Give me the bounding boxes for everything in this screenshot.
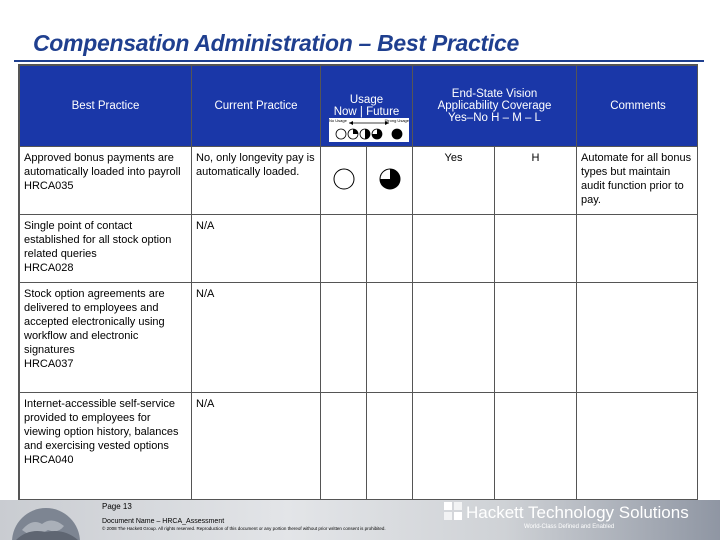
usage-now-cell bbox=[321, 215, 367, 283]
usage-now-cell bbox=[321, 147, 367, 215]
title-rule bbox=[14, 60, 704, 62]
usage-now-cell bbox=[321, 393, 367, 501]
document-name: Document Name – HRCA_Assessment bbox=[102, 518, 225, 525]
applicability-cell bbox=[413, 283, 495, 393]
coverage-cell: H bbox=[495, 147, 577, 215]
current-practice-cell: N/A bbox=[192, 283, 321, 393]
applicability-cell bbox=[413, 393, 495, 501]
coverage-cell bbox=[495, 283, 577, 393]
brand-tagline: World-Class Defined and Enabled bbox=[524, 524, 615, 530]
usage-future-cell bbox=[367, 393, 413, 501]
current-practice-cell: N/A bbox=[192, 393, 321, 501]
header-current-practice: Current Practice bbox=[192, 66, 321, 147]
usage-future-icon bbox=[378, 167, 402, 191]
table-row bbox=[20, 215, 699, 283]
best-practice-cell: Stock option agreements are delivered to employees and accepted electronically using workflow and electronic signatures HRCA037 bbox=[20, 283, 192, 393]
comments-cell bbox=[577, 393, 698, 501]
applicability-cell bbox=[413, 215, 495, 283]
header-end-state-vision: End-State Vision Applicability Coverage Yes–No H – M – L bbox=[413, 66, 577, 147]
brand-name: Hackett Technology Solutions bbox=[466, 503, 689, 522]
coverage-cell bbox=[495, 393, 577, 501]
globe-icon bbox=[8, 500, 88, 540]
usage-future-cell bbox=[367, 215, 413, 283]
usage-legend: No Usage Strong Usage bbox=[329, 118, 409, 142]
usage-future-cell bbox=[367, 147, 413, 215]
usage-now-icon bbox=[332, 167, 356, 191]
header-best-practice: Best Practice bbox=[20, 66, 192, 147]
table-row bbox=[20, 393, 699, 501]
applicability-cell: Yes bbox=[413, 147, 495, 215]
usage-future-cell bbox=[367, 283, 413, 393]
table-row bbox=[20, 283, 699, 393]
copyright-notice: © 2008 The Hackett Group. All rights reserved. Reproduction of this document or any portion thereof without prior written consent is prohibited. bbox=[102, 526, 386, 531]
best-practice-cell: Single point of contact established for all stock option related queries HRCA028 bbox=[20, 215, 192, 283]
page-number: Page 13 bbox=[102, 502, 132, 511]
usage-now-cell bbox=[321, 283, 367, 393]
best-practice-cell: Approved bonus payments are automatically loaded into payroll HRCA035 bbox=[20, 147, 192, 215]
header-comments: Comments bbox=[577, 66, 698, 147]
current-practice-cell: N/A bbox=[192, 215, 321, 283]
hackett-logo-icon bbox=[444, 502, 462, 520]
comments-cell bbox=[577, 283, 698, 393]
current-practice-cell: No, only longevity pay is automatically loaded. bbox=[192, 147, 321, 215]
slide-title: Compensation Administration – Best Practice bbox=[33, 30, 519, 56]
comments-cell: Automate for all bonus types but maintain audit function prior to pay. bbox=[577, 147, 698, 215]
table-row bbox=[20, 147, 699, 215]
best-practice-cell: Internet-accessible self-service provided to employees for viewing option history, balances and exercising vested options HRCA040 bbox=[20, 393, 192, 501]
comments-cell bbox=[577, 215, 698, 283]
coverage-cell bbox=[495, 215, 577, 283]
best-practice-table bbox=[18, 64, 698, 500]
header-usage: Usage Now | Future No Usage Strong Usage bbox=[321, 66, 413, 147]
